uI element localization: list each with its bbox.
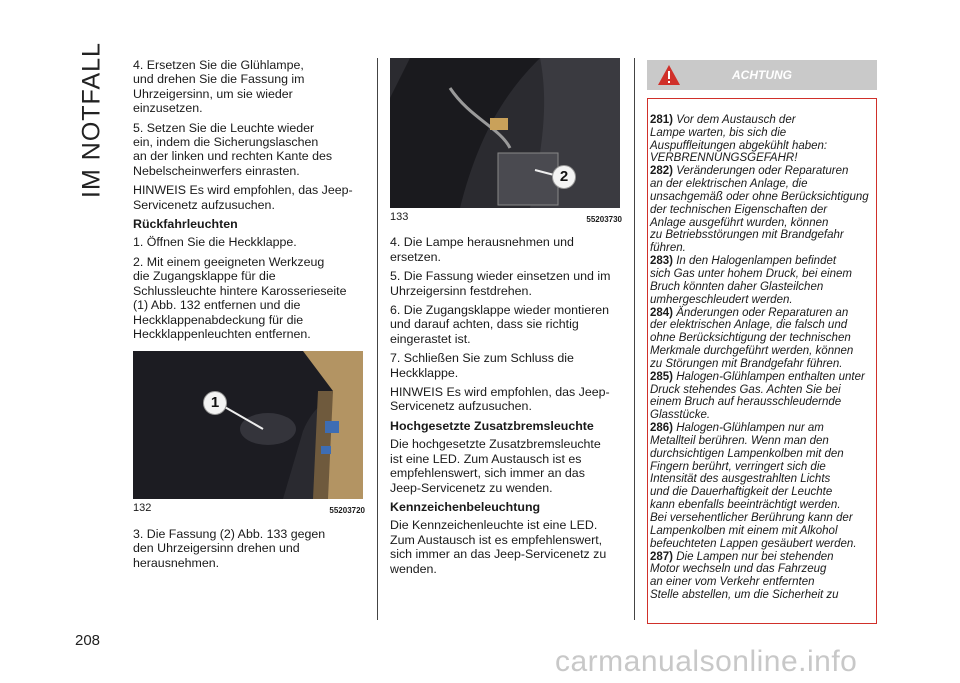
page-number: 208 [75, 632, 101, 649]
warning-header [647, 60, 877, 90]
step-5-text: 5. Setzen Sie die Leuchte wieder ein, indem die Sicherungslaschen an der linken und rechten Kante des Nebelscheinwerfers einrasten. [133, 120, 333, 178]
callout-1: 1 [203, 391, 227, 415]
figure-133-image [390, 58, 620, 208]
middle-column [390, 58, 622, 581]
figure-code: 55203730 [586, 215, 622, 224]
column-divider-right [634, 58, 635, 620]
step-1-text: 1. Öffnen Sie die Heckklappe. [133, 235, 297, 250]
figure-132-image [133, 351, 363, 499]
chapter-title: IM NOTFALL [77, 42, 106, 198]
watermark: carmanualsonline.info [555, 645, 858, 678]
step-3-text: 3. Die Fassung (2) Abb. 133 gegen den Uhrzeigersinn drehen und herausnehmen. [133, 526, 326, 570]
figure-133-caption [390, 210, 622, 227]
section-heading-license-plate-light: Kennzeichenbeleuchtung [390, 499, 541, 514]
warning-title: ACHTUNG [732, 68, 792, 82]
step-4-text: 4. Ersetzen Sie die Glühlampe, und drehen Sie die Fassung im Uhrzeigersinn, um sie wieder einzusetzen. [133, 58, 305, 116]
figure-number: 133 [390, 211, 409, 223]
brake-light-text: Die hochgesetzte Zusatzbremsleuchte ist eine LED. Zum Austausch ist es empfehlenswert, sich immer an das Jeep-Servicenetz zu wenden. [390, 437, 601, 495]
warning-item: 286) Halogen-Glühlampen nur am Metallteil berühren. Wenn man den durchsichtigen Lampenkolben mit den Fingern berührt, verringert sich die Intensität des ausgestrahlten Lichts und die Dauerhaftigkeit der Leuchte kann ebenfalls beeinträchtigt werden. Bei versehentlicher Berührung kann der Lampenkolben mit einem mit Alkohol befeuchteten Lappen gesäubert werden. [650, 422, 857, 550]
warning-item: 281) Vor dem Austausch der Lampe warten, bis sich die Auspuffleitungen abgekühlt haben: VERBRENNUNGSGEFAHR! [650, 113, 828, 165]
license-plate-light-text: Die Kennzeichenleuchte ist eine LED. Zum Austausch ist es empfehlenswert, sich immer an das Jeep-Servicenetz zu wenden. [390, 518, 607, 576]
step-5-text: 5. Die Fassung wieder einsetzen und im Uhrzeigersinn festdrehen. [390, 269, 611, 298]
section-heading-reversing-lights: Rückfahrleuchten [133, 217, 238, 232]
note-text: HINWEIS Es wird empfohlen, das Jeep- Servicenetz aufzusuchen. [133, 183, 353, 212]
warning-list [650, 101, 876, 602]
warning-item: 282) Veränderungen oder Reparaturen an der elektrischen Anlage, die unsachgemäß oder ohne Berücksichtigung der technischen Eigenschaften der Anlage ausgeführt wurden, können zu Betriebsstörungen mit Brandgefahr führen. [650, 165, 869, 255]
callout-2: 2 [552, 165, 576, 189]
warning-item: 285) Halogen-Glühlampen enthalten unter Druck stehendes Gas. Achten Sie bei einem Bruch auf herausschleudernde Glasstücke. [650, 370, 865, 422]
warning-item: 287) Die Lampen nur bei stehenden Motor wechseln und das Fahrzeug an einer vom Verkehr entfernten Stelle abstellen, um die Sicherheit zu [650, 550, 839, 602]
step-4-text: 4. Die Lampe herausnehmen und ersetzen. [390, 235, 574, 264]
tail-panel-illustration [133, 351, 363, 499]
step-7-text: 7. Schließen Sie zum Schluss die Heckklappe. [390, 351, 574, 380]
figure-132-caption [133, 501, 365, 518]
note-text: HINWEIS Es wird empfohlen, das Jeep- Servicenetz aufzusuchen. [390, 385, 610, 414]
warning-item: 284) Änderungen oder Reparaturen an der elektrischen Anlage, die falsch und ohne Berücksichtigung der technischen Merkmale durchgeführt werden, können zu Störungen mit Brandgefahr führen. [650, 306, 854, 370]
left-column [133, 58, 365, 575]
step-6-text: 6. Die Zugangsklappe wieder montieren und darauf achten, dass sie richtig eingerastet ist. [390, 303, 610, 346]
figure-code: 55203720 [329, 506, 365, 516]
lamp-socket-illustration [390, 58, 620, 208]
section-heading-brake-light: Hochgesetzte Zusatzbremsleuchte [390, 418, 594, 433]
column-divider-left [377, 58, 378, 620]
figure-number: 132 [133, 502, 152, 515]
warning-item: 283) In den Halogenlampen befindet sich Gas unter hohem Druck, bei einem Bruch könnten daher Glasteilchen umhergeschleudert werden. [650, 255, 852, 306]
step-2-text: 2. Mit einem geeigneten Werkzeug die Zugangsklappe für die Schlussleuchte hintere Karosserieseite (1) Abb. 132 entfernen und die Heckklappenabdeckung für die Heckklappenleuchten entfernen. [133, 254, 347, 341]
